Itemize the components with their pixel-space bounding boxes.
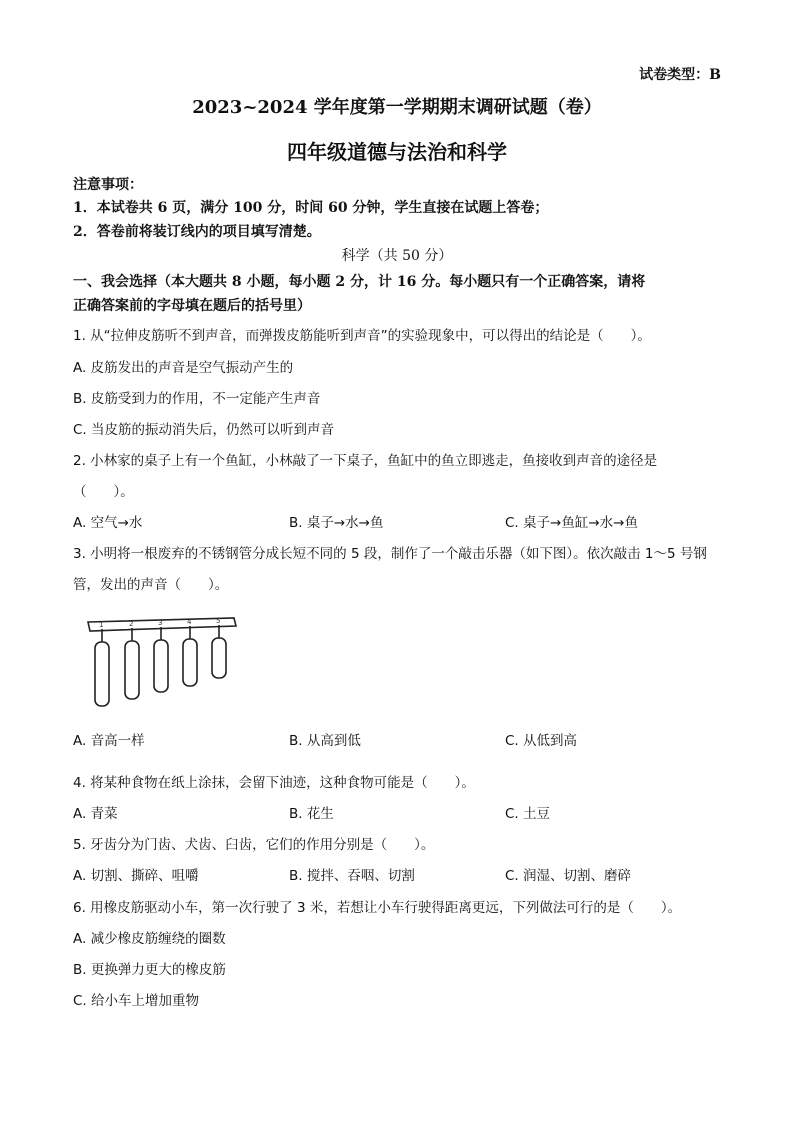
question-6-option-a: A. 减少橡皮筋缠绕的圈数 — [73, 931, 226, 947]
question-2-stem-cont: （ ）。 — [73, 484, 134, 500]
percussion-instrument-figure — [84, 612, 244, 712]
question-6-option-b: B. 更换弹力更大的橡皮筋 — [73, 962, 226, 978]
question-3-option-c: C. 从低到高 — [505, 733, 578, 749]
question-2-option-b: B. 桌子→水→鱼 — [289, 515, 384, 531]
exam-title: 2023~2024 学年度第一学期期末调研试题（卷） — [192, 97, 602, 118]
question-1-stem: 1. 从“拉伸皮筋听不到声音，而弹拨皮筋能听到声音”的实验现象中，可以得出的结论是（ ）。 — [73, 328, 651, 344]
question-4-option-c: C. 土豆 — [505, 806, 551, 822]
notes-heading: 注意事项： — [73, 177, 143, 193]
question-1-option-b: B. 皮筋受到力的作用，不一定能产生声音 — [73, 391, 321, 407]
question-3-option-b: B. 从高到低 — [289, 733, 361, 749]
question-2-option-a: A. 空气→水 — [73, 515, 143, 531]
question-2-stem: 2. 小林家的桌子上有一个鱼缸，小林敲了一下桌子，鱼缸中的鱼立即逃走，鱼接收到声音的途径是 — [73, 453, 658, 469]
part-title-line2: 正确答案前的字母填在题后的括号里） — [73, 298, 311, 314]
note-item: 2．答卷前将装订线内的项目填写清楚。 — [73, 224, 321, 240]
tube-label: 4 — [187, 618, 192, 626]
part-title-line1: 一、我会选择（本大题共 8 小题，每小题 2 分，计 16 分。每小题只有一个正确答案，请将 — [73, 274, 646, 290]
question-5-option-b: B. 搅拌、吞咽、切割 — [289, 868, 415, 884]
exam-subtitle: 四年级道德与法治和科学 — [287, 140, 507, 164]
question-2-option-c: C. 桌子→鱼缸→水→鱼 — [505, 515, 638, 531]
question-5-option-c: C. 润湿、切割、磨碎 — [505, 868, 632, 884]
question-3-option-a: A. 音高一样 — [73, 733, 145, 749]
tube-label: 2 — [129, 620, 134, 628]
question-3-stem-cont: 管，发出的声音（ ）。 — [73, 577, 229, 593]
question-5-stem: 5. 牙齿分为门齿、犬齿、臼齿，它们的作用分别是（ ）。 — [73, 837, 435, 853]
question-4-option-b: B. 花生 — [289, 806, 334, 822]
paper-type-label: 试卷类型：B — [639, 67, 721, 83]
question-4-stem: 4. 将某种食物在纸上涂抹，会留下油迹，这种食物可能是（ ）。 — [73, 775, 475, 791]
question-5-option-a: A. 切割、撕碎、咀嚼 — [73, 868, 199, 884]
question-1-option-c: C. 当皮筋的振动消失后，仍然可以听到声音 — [73, 422, 335, 438]
question-3-stem: 3. 小明将一根废弃的不锈钢管分成长短不同的 5 段，制作了一个敲击乐器（如下图）。依次敲击 1～5 号钢 — [73, 546, 707, 562]
tube-label: 1 — [99, 621, 104, 629]
note-item: 1．本试卷共 6 页，满分 100 分，时间 60 分钟，学生直接在试题上答卷； — [73, 200, 549, 216]
question-6-stem: 6. 用橡皮筋驱动小车，第一次行驶了 3 米，若想让小车行驶得距离更远，下列做法可行的是（ ）。 — [73, 900, 682, 916]
question-1-option-a: A. 皮筋发出的声音是空气振动产生的 — [73, 360, 294, 376]
section-title: 科学（共 50 分） — [341, 248, 453, 264]
tube-label: 3 — [158, 619, 163, 627]
question-4-option-a: A. 青菜 — [73, 806, 118, 822]
tube-label: 5 — [216, 617, 221, 625]
question-6-option-c: C. 给小车上增加重物 — [73, 993, 200, 1009]
